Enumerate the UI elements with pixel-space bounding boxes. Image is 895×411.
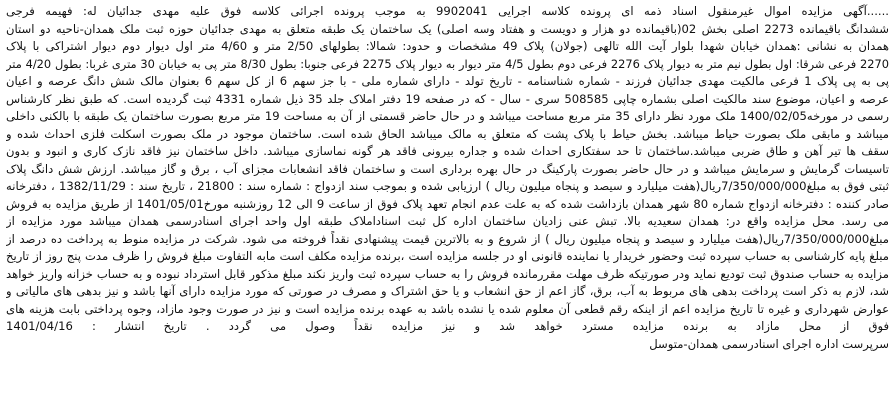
notice-line-3: همدان به نشانی :همدان خیابان شهدا بلوار آیت الله تالهی (جولان) پلاک 49 مشخصات و حدود: شمالا: بطولهای 2/50 متر و 4/60 متر اول دیوار دوم دیوار اشتراکی با پلاک	[6, 39, 889, 53]
notice-signature: سرپرست اداره اجرای اسنادرسمی همدان-متوسل	[649, 336, 889, 351]
notice-line-9: سقف ها تیر آهن و طاق ضربی میباشد.ساختمان تا حد سفتکاری احداث شده و جداره بیرونی فاقد هر گونه نماسازی میباشد. داخل ساختمان نیز فاقد نازک کاری و انبود و بدون	[6, 144, 889, 158]
notice-line-7: رسمی در مورخه1400/02/05 ملک مورد نظر دارای 35 متر مربع مساحت میباشد و در حال حاضر قسمتی از آن به مساحت 19 متر مربع بصورت ساختمان یک طبقه با بالکنی داخلی	[6, 109, 889, 123]
notice-line-13: می رسد. محل مزایده واقع در: همدان سعیدیه بالا. تبش عنی زادیان ساختمان اداره کل ثبت اسناداملاک طبقه اول واحد اجرای اسنادرسمی همدان میباشد مورد مزایده از	[6, 214, 889, 228]
notice-line-8: میباشد و مابقی ملک بصورت حیاط میباشد. بخش حیاط با پلاک پشت که متعلق به مالک میباشد الحاق شده است. ساختمان موجود در ملک بصورت اسکلت فلزی احداث شده و	[6, 126, 889, 141]
notice-line-15: مبلغ پایه کارشناسی به حساب سپرده ثبت وحضور خریدار یا نماینده قانونی او در جلسه مزایده است ،برنده مزایده مکلف است مابه التفاوت مبلغ فروش را ظرف مدت پنج روز از تاریخ	[6, 249, 889, 263]
notice-publication-date-line: فوق از محل مازاد به برنده مزایده مسترد خواهد شد و نیز مزایده نقداً وصول می گردد . تاریخ انتشار : 1401/04/16	[6, 319, 889, 333]
notice-line-6: عرصه و اعیان، موضوع سند مالکیت اصلی بشماره چاپی 508585 سری - سال - که در صفحه 19 دفتر املاک جلد 35 ذیل شماره 4331 ثبت گردیده است. که طبق نظر کارشناس	[6, 91, 889, 106]
notice-line-2: ششدانگ باقیمانده 2273 اصلی بخش 02(باقیمانده دو هزار و دویست و هفتاد وسه اصلی) یک ساختمان یک طبقه متعلق به مهدی جدائیان حوزه ثبت ملک همدان-ناحیه دو استان	[6, 21, 889, 36]
notice-line-11: ثبتی فوق به مبلغ7/350/000/000ریال(هفت میلیارد و سیصد و پنجاه میلیون ریال ) ارزیابی شده و بموجب سند ازدواج : شماره سند : 21800 ، تاریخ سند : 1382/11/29 ، دفترخانه	[6, 179, 889, 193]
notice-line-12: صادر کننده : دفترخانه ازدواج شماره 80 شهر همدان بازداشت شده که به علت عدم انجام تعهد پلاک فوق از ساعت 9 الی 12 روزشنبه مورخ1401/05/01 از طریق مزایده به فروش	[6, 196, 889, 211]
notice-line-5: پی به پی پلاک 1 فرعی مالکیت مهدی جدائیان فرزند - شماره شناسنامه - تاریخ تولد - دارای شماره ملی - با جز سهم 6 از کل سهم 6 بعنوان مالک شش دانگ عرصه و اعیان	[6, 74, 889, 88]
notice-line-1: ......آگهی مزایده اموال غیرمنقول اسناد ذمه ای پرونده کلاسه اجرایی 9902041 به موجب پرونده اجرائی کلاسه فوق علیه مهدی جدائیان له: فهیمه فرجی	[6, 4, 889, 18]
notice-line-14: مبلغ7/350/000/000ریال(هفت میلیارد و سیصد و پنجاه میلیون ریال ) از شروع و به بالاترین قیمت پیشنهادی نقداً فروخته می شود. شرکت در مزایده منوط به پرداخت ده درصد از	[6, 231, 889, 246]
notice-line-16: مزایده به حساب صندوق ثبت تودیع نماید ودر صورتیکه ظرف مهلت مقررمانده فروش را به حساب سپرده ثبت واریز نکند مبلغ مذکور قابل استرداد نبوده و به حساب خزانه واریز خواهد	[6, 266, 889, 281]
notice-line-10: تاسیسات گرمایش و سرمایش میباشد و در حال حاضر بصورت پارکینگ در حال بهره برداری است و ساختمان فاقد انشعابات مجزای آب ، برق و گاز میباشد. ارزش شش دانگ پلاک	[6, 161, 889, 176]
notice-line-18: عوارض شهرداری و غیره تا تاریخ مزایده اعم از اینکه رقم قطعی آن معلوم شده یا نشده باشد به عهده برنده مزایده است و نیز در صورت وجود مازاد، وجوه پرداختی بابت هزینه های	[6, 301, 889, 316]
notice-line-17: شد، لازم به ذکر است پرداخت بدهی های مربوط به آب، برق، گاز اعم از حق انشعاب و یا حق اشتراک و مصرف در صورتی که مورد مزایده دارای آنها باشد و نیز بدهی های مالیاتی و	[6, 284, 889, 298]
notice-line-4: 2270 فرعی شرقا: اول بطول نیم متر به دیوار پلاک 2276 فرعی دوم بطول 4/5 متر دیوار به دیوار پلاک 2275 فرعی جنوبا: بطول 8/30 متر پی به خیابان 30 متری غربا: بطول 4/20 متر	[6, 56, 889, 71]
